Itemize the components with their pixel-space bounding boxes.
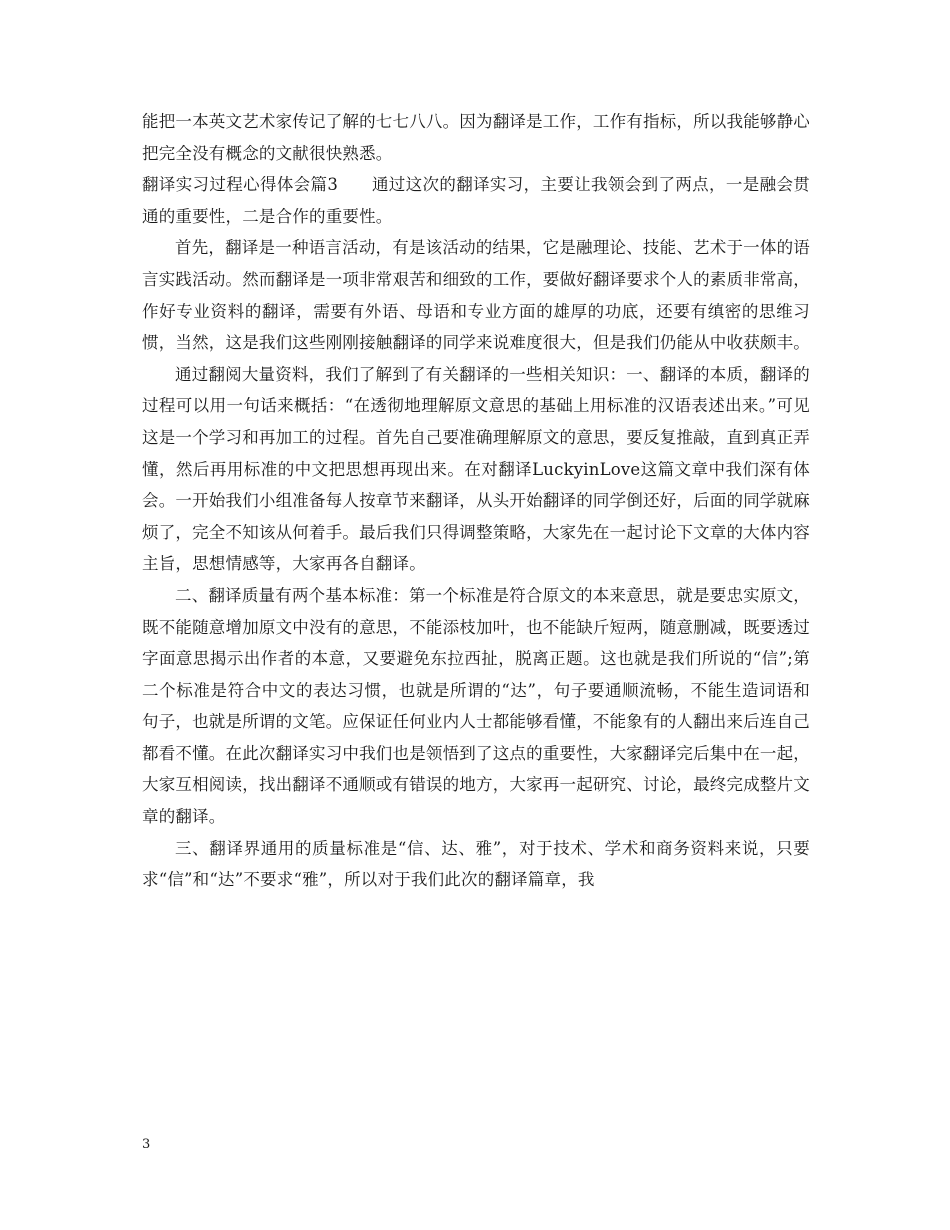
page-number: 3 — [142, 1137, 151, 1152]
paragraph-6: 三、翻译界通用的质量标准是“信、达、雅”，对于技术、学术和商务资料来说，只要求“信”和“达”不要求“雅”，所以对于我们此次的翻译篇章，我 — [142, 838, 810, 890]
paragraph-2: 翻译实习过程心得体会篇3 通过这次的翻译实习，主要让我领会到了两点，一是融会贯通的重要性，二是合作的重要性。 — [142, 175, 810, 226]
paragraph-5: 二、翻译质量有两个基本标准：第一个标准是符合原文的本来意思，就是要忠实原文，既不能随意增加原文中没有的意思，不能添枝加叶，也不能缺斤短两，随意删减，既要透过字面意思揭示出作者的本意，又要避免东拉西扯，脱离正题。这也就是我们所说的“信”;第二个标准是符合中文的表达习惯，也就是所谓的“达”，句子要通顺流畅，不能生造词语和句子，也就是所谓的文笔。应保证任何业内人士都能够看懂，不能象有的人翻出来后连自己都看不懂。在此次翻译实习中我们也是领悟到了这点的重要性，大家翻译完后集中在一起，大家互相阅读，找出翻译不通顺或有错误的地方，大家再一起研究、讨论，最终完成整片文章的翻译。 — [142, 585, 810, 827]
paragraph-4: 通过翻阅大量资料，我们了解到了有关翻译的一些相关知识：一、翻译的本质，翻译的过程可以用一句话来概括：“在透彻地理解原文意思的基础上用标准的汉语表述出来。”可见这是一个学习和再加工的过程。首先自己要准确理解原文的意思，要反复推敲，直到真正弄懂，然后再用标准的中文把思想再现出来。在对翻译LuckyinLove这篇文章中我们深有体会。一开始我们小组准备每人按章节来翻译，从头开始翻译的同学倒还好，后面的同学就麻烦了，完全不知该从何着手。最后我们只得调整策略，大家先在一起讨论下文章的大体内容主旨，思想情感等，大家再各自翻译。 — [142, 364, 810, 574]
paragraph-1: 能把一本英文艺术家传记了解的七七八八。因为翻译是工作，工作有指标，所以我能够静心把完全没有概念的文献很快熟悉。 — [142, 112, 810, 163]
paragraph-3: 首先，翻译是一种语言活动，有是该活动的结果，它是融理论、技能、艺术于一体的语言实践活动。然而翻译是一项非常艰苦和细致的工作，要做好翻译要求个人的素质非常高，作好专业资料的翻译，需要有外语、母语和专业方面的雄厚的功底，还要有缜密的思维习惯，当然，这是我们这些刚刚接触翻译的同学来说难度很大，但是我们仍能从中收获颇丰。 — [142, 238, 810, 353]
body-text — [142, 106, 810, 896]
